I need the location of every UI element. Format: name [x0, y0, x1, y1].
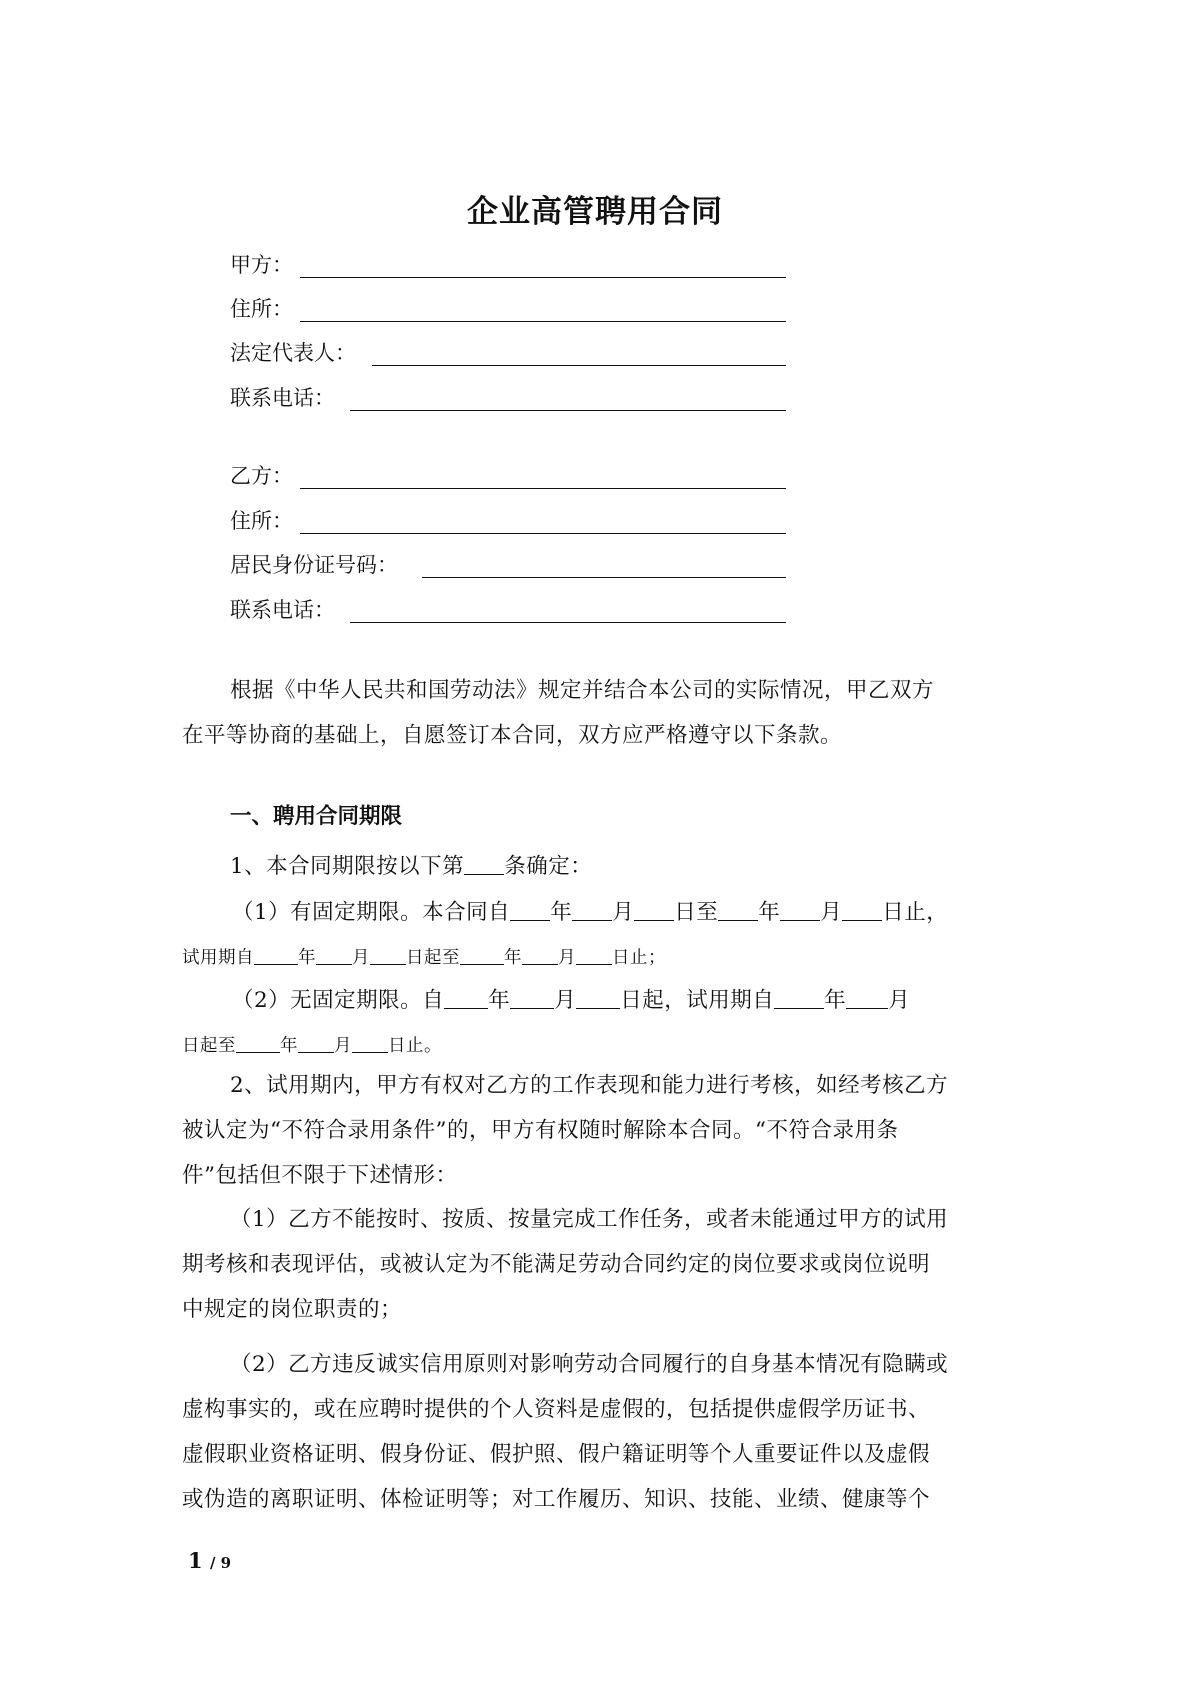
text: 试用期自: [182, 948, 254, 968]
text: 年: [824, 988, 847, 1013]
section-heading: 一、聘用合同期限: [230, 804, 403, 829]
fill-line: [350, 410, 786, 411]
fill-line: [300, 533, 786, 534]
text: （1）有固定期限。本合同自: [232, 900, 511, 925]
text: 月: [334, 1036, 352, 1056]
party-b-id-field[interactable]: [230, 548, 786, 582]
text: 日起至: [406, 948, 460, 968]
text-line: 2、试用期内，甲方有权对乙方的工作表现和能力进行考核，如经考核乙方: [230, 1073, 949, 1098]
clause-line: [230, 849, 592, 880]
text: 年: [280, 1036, 298, 1056]
blank-field[interactable]: [316, 944, 352, 965]
text-line: 虚构事实的，或在应聘时提供的个人资料是虚假的，包括提供虚假学历证书、: [182, 1397, 931, 1422]
blank-field[interactable]: [634, 900, 674, 921]
current-page: 1: [188, 1548, 203, 1573]
text: 月: [558, 948, 576, 968]
blank-field[interactable]: [352, 1032, 388, 1053]
text: 日起至: [182, 1036, 236, 1056]
text: 年: [550, 900, 573, 925]
field-label: 住所：: [230, 297, 293, 321]
blank-field[interactable]: [780, 900, 820, 921]
text: 月: [612, 900, 635, 925]
party-a-name-field[interactable]: [230, 248, 786, 282]
field-label: 乙方：: [230, 464, 293, 488]
blank-field[interactable]: [510, 900, 550, 921]
text-line: 在平等协商的基础上，自愿签订本合同，双方应严格遵守以下条款。: [182, 723, 843, 748]
page-title: 企业高管聘用合同: [467, 194, 723, 230]
blank-field[interactable]: [774, 988, 824, 1009]
blank-field[interactable]: [460, 944, 504, 965]
blank-field[interactable]: [464, 854, 504, 875]
text: 年: [758, 900, 781, 925]
blank-field[interactable]: [370, 944, 406, 965]
field-label: 住所：: [230, 509, 293, 533]
text: 日止。: [388, 1036, 442, 1056]
text-line: 中规定的岗位职责的；: [182, 1297, 403, 1322]
text: 日止，: [882, 900, 949, 925]
clause-line: [232, 895, 948, 926]
clause-paragraph: [182, 1197, 1022, 1332]
text: 月: [888, 988, 911, 1013]
text: 月: [820, 900, 843, 925]
text: 月: [352, 948, 370, 968]
blank-field[interactable]: [522, 944, 558, 965]
field-label: 居民身份证号码：: [230, 553, 398, 577]
blank-field[interactable]: [576, 944, 612, 965]
fill-line: [300, 488, 786, 489]
fill-line: [372, 365, 786, 366]
clause-paragraph: [182, 1063, 1022, 1198]
field-label: 法定代表人：: [230, 341, 356, 365]
text: （2）无固定期限。自: [232, 988, 445, 1013]
total-pages: / 9: [209, 1554, 232, 1572]
fill-line: [300, 277, 786, 278]
clause-line: [232, 983, 910, 1014]
text: 条确定：: [504, 854, 593, 879]
blank-field[interactable]: [718, 900, 758, 921]
text: 日至: [674, 900, 719, 925]
text: 年: [488, 988, 511, 1013]
blank-field[interactable]: [842, 900, 882, 921]
text: 月: [554, 988, 577, 1013]
text-line: 期考核和表现评估，或被认定为不能满足劳动合同约定的岗位要求或岗位说明: [182, 1252, 931, 1277]
blank-field[interactable]: [444, 988, 488, 1009]
field-label: 甲方：: [230, 253, 293, 277]
field-label: 联系电话：: [230, 598, 335, 622]
party-b-address-field[interactable]: [230, 504, 786, 538]
text-line: （2）乙方违反诚实信用原则对影响劳动合同履行的自身基本情况有隐瞒或: [230, 1352, 949, 1377]
blank-field[interactable]: [510, 988, 554, 1009]
blank-field[interactable]: [572, 900, 612, 921]
clause-paragraph: [182, 1342, 1022, 1522]
intro-paragraph: [182, 668, 1022, 758]
text: 年: [504, 948, 522, 968]
text: 1、本合同期限按以下第: [230, 854, 465, 879]
party-b-phone-field[interactable]: [230, 593, 786, 627]
party-b-name-field[interactable]: [230, 459, 786, 493]
page-number: [188, 1548, 231, 1573]
text-line: 被认定为“不符合录用条件”的，甲方有权随时解除本合同。“不符合录用条: [182, 1118, 899, 1143]
blank-field[interactable]: [298, 1032, 334, 1053]
fill-line: [300, 321, 786, 322]
party-a-address-field[interactable]: [230, 292, 786, 326]
text-line: 件”包括但不限于下述情形：: [182, 1163, 458, 1188]
text: 日止；: [612, 948, 666, 968]
text-line: 根据《中华人民共和国劳动法》规定并结合本公司的实际情况，甲乙双方: [230, 678, 935, 703]
fill-line: [422, 577, 786, 578]
party-a-phone-field[interactable]: [230, 381, 786, 415]
party-a-representative-field[interactable]: [230, 336, 786, 370]
blank-field[interactable]: [576, 988, 620, 1009]
blank-field[interactable]: [236, 1032, 280, 1053]
text-line: 虚假职业资格证明、假身份证、假护照、假户籍证明等个人重要证件以及虚假: [182, 1442, 931, 1467]
text: 年: [298, 948, 316, 968]
blank-field[interactable]: [254, 944, 298, 965]
field-label: 联系电话：: [230, 386, 335, 410]
text-line: 或伪造的离职证明、体检证明等；对工作履历、知识、技能、业绩、健康等个: [182, 1487, 931, 1512]
blank-field[interactable]: [846, 988, 888, 1009]
fill-line: [350, 622, 786, 623]
text: 日起，试用期自: [620, 988, 775, 1013]
clause-line: [182, 944, 666, 969]
text-line: （1）乙方不能按时、按质、按量完成工作任务，或者未能通过甲方的试用: [230, 1207, 949, 1232]
clause-line: [182, 1032, 442, 1057]
